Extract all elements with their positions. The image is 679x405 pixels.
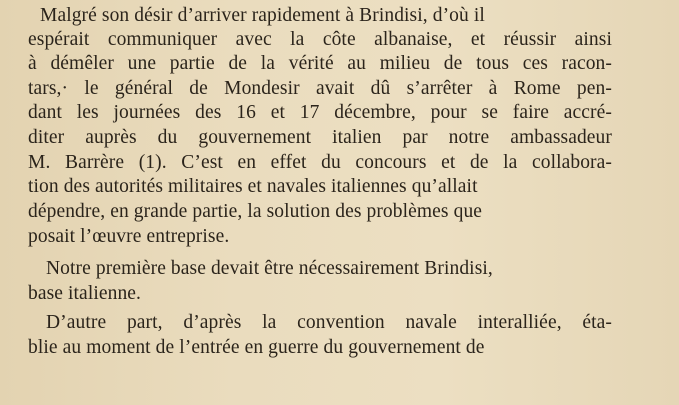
text-line: posait l’œuvre entreprise. [28,226,230,247]
text-line: à démêler une partie de la vérité au milieu de tous ces racon- [28,53,612,74]
text-line: diter auprès du gouvernement italien par notre ambassadeur [28,127,612,148]
text-line: tars,· le général de Mondesir avait dû s’arrêter à Rome pen- [28,78,612,99]
text-line: D’autre part, d’après la convention navale interalliée, éta- [46,312,612,333]
text-line: espérait communiquer avec la côte albanaise, et réussir ainsi [28,29,612,50]
text-line: dant les journées des 16 et 17 décembre, pour se faire accré- [28,102,612,123]
text-line: tion des autorités militaires et navales italiennes qu’allait [28,176,478,197]
text-line: base italienne. [28,283,142,304]
text-line: dépendre, en grande partie, la solution des problèmes que [28,201,483,222]
text-line: blie au moment de l’entrée en guerre du gouvernement de [28,337,485,358]
text-line: Notre première base devait être nécessairement Brindisi, [46,258,493,279]
text-line: M. Barrère (1). C’est en effet du concours et de la collabora- [28,152,612,173]
text-line: Malgré son désir d’arriver rapidement à Brindisi, d’où il [40,5,485,26]
